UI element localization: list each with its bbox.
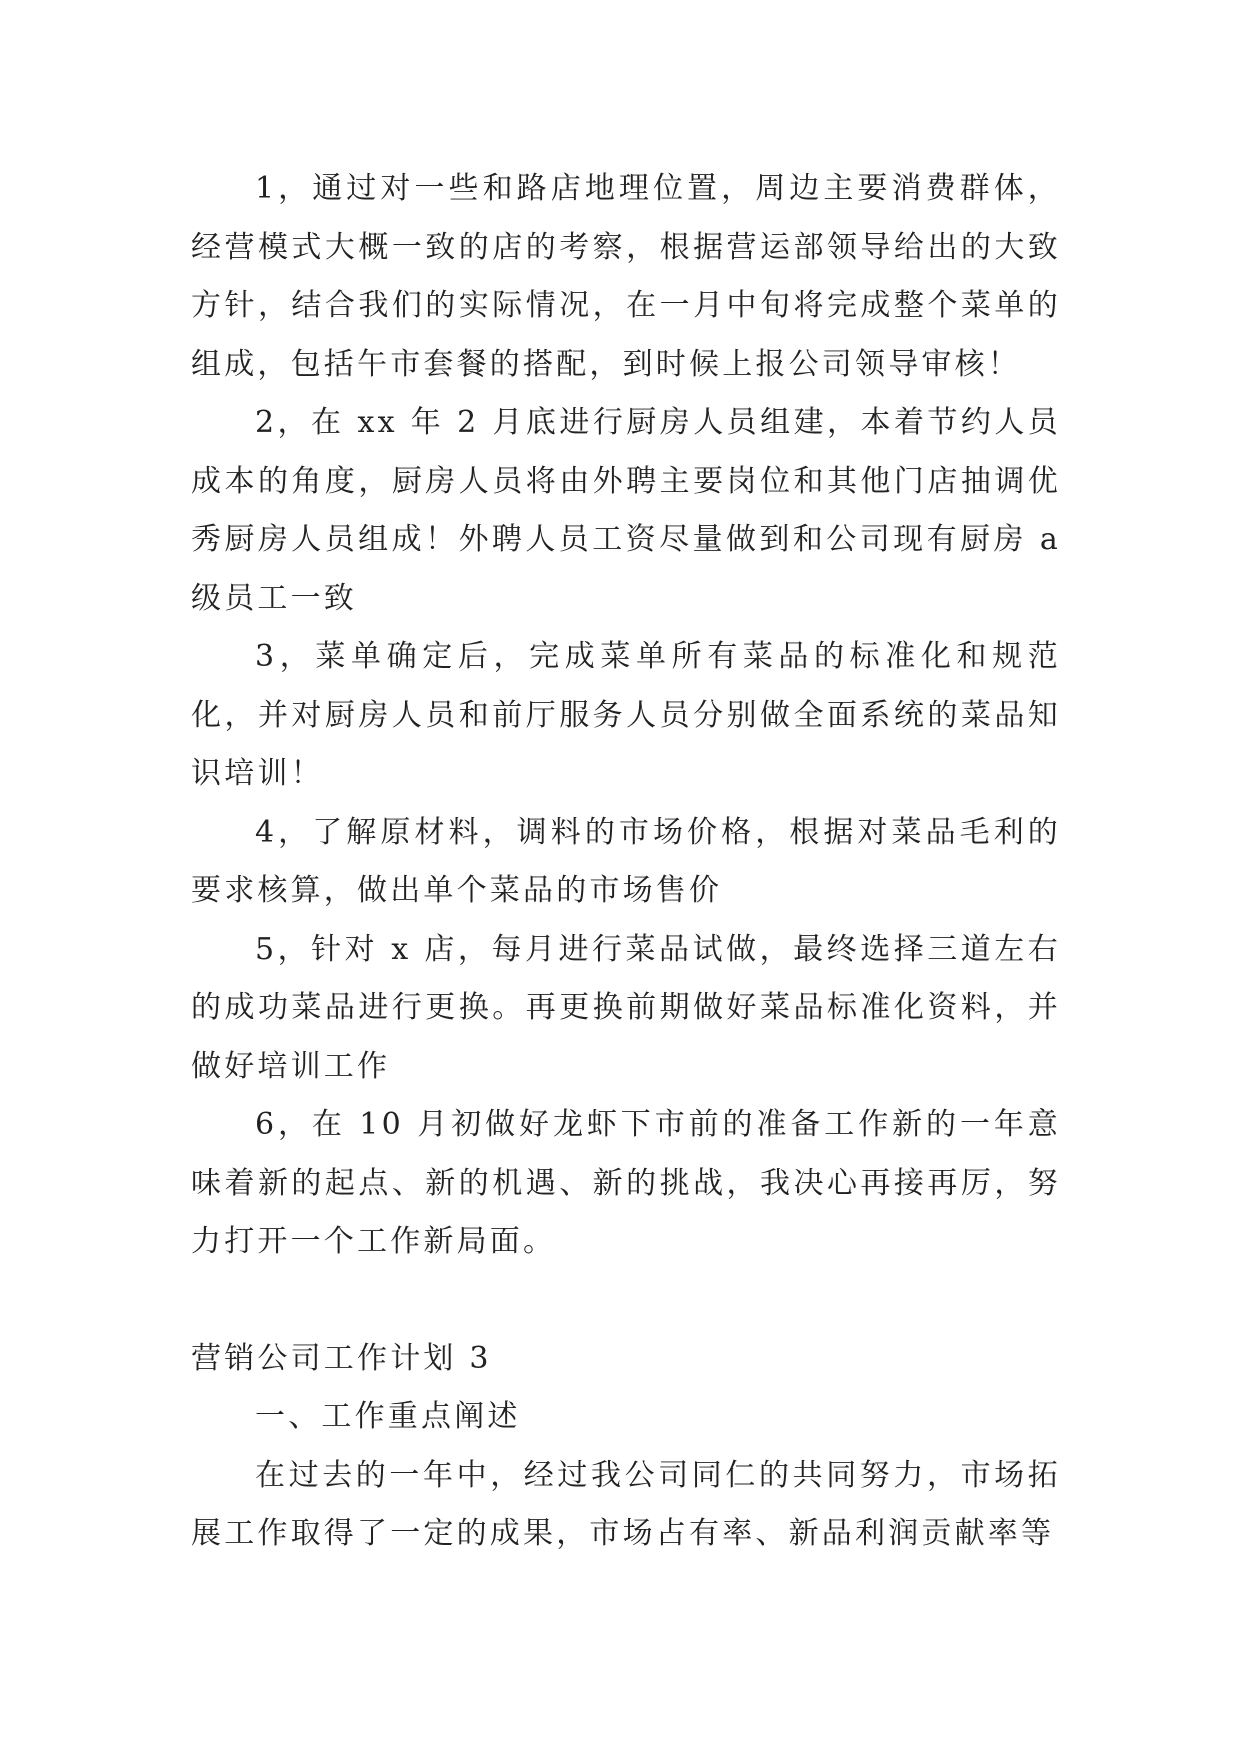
paragraph-2: 2，在 xx 年 2 月底进行厨房人员组建，本着节约人员成本的角度，厨房人员将由外聘主要岗位和其他门店抽调优秀厨房人员组成！外聘人员工资尽量做到和公司现有厨房 a 级员工一致 <box>191 405 1061 616</box>
section-title: 营销公司工作计划 3 <box>191 1340 492 1376</box>
paragraph-3: 3，菜单确定后，完成菜单所有菜品的标准化和规范化，并对厨房人员和前厅服务人员分别做全面系统的菜品知识培训！ <box>191 639 1061 791</box>
document-page <box>191 160 1061 1564</box>
section-subheading: 一、工作重点阐述 <box>255 1399 521 1434</box>
paragraph-final: 在过去的一年中，经过我公司同仁的共同努力，市场拓展工作取得了一定的成果，市场占有率、新品利润贡献率等 <box>191 1457 1061 1551</box>
paragraph-5: 5，针对 x 店，每月进行菜品试做，最终选择三道左右的成功菜品进行更换。再更换前期做好菜品标准化资料，并做好培训工作 <box>191 931 1061 1084</box>
paragraph-4: 4，了解原材料，调料的市场价格，根据对菜品毛利的要求核算，做出单个菜品的市场售价 <box>191 814 1061 908</box>
paragraph-1: 1，通过对一些和路店地理位置，周边主要消费群体，经营模式大概一致的店的考察，根据营运部领导给出的大致方针，结合我们的实际情况，在一月中旬将完成整个菜单的组成，包括午市套餐的搭配，到时候上报公司领导审核！ <box>191 171 1061 382</box>
paragraph-6: 6，在 10 月初做好龙虾下市前的准备工作新的一年意味着新的起点、新的机遇、新的挑战，我决心再接再厉，努力打开一个工作新局面。 <box>191 1107 1061 1259</box>
